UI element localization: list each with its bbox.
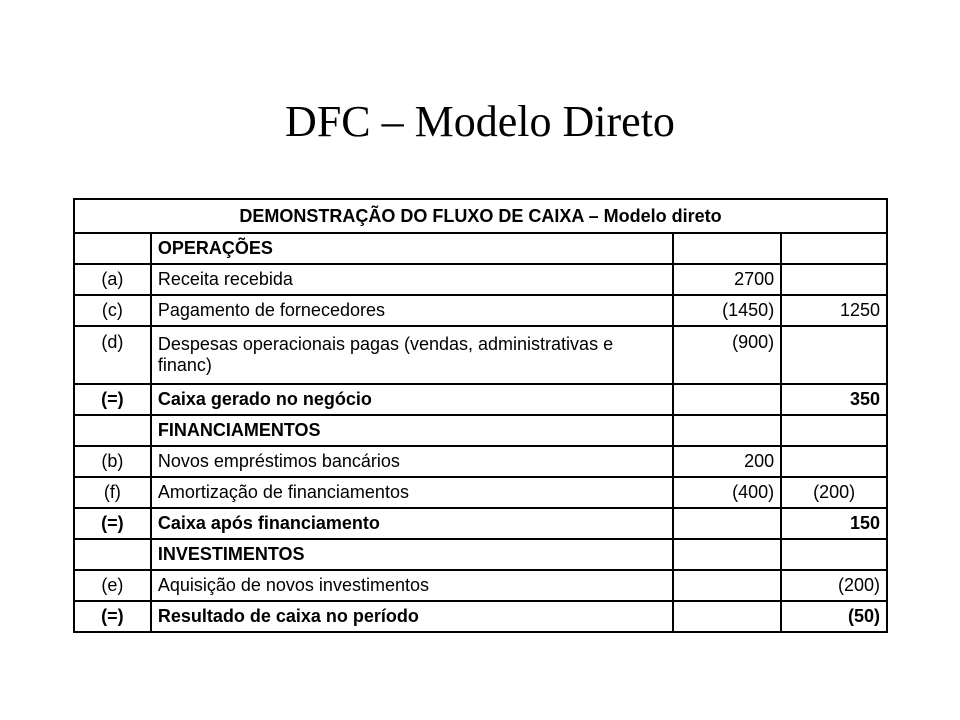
table-row-financiamentos [74, 415, 887, 446]
row-code [74, 233, 151, 264]
row-code: (d) [74, 326, 151, 384]
table-row [74, 264, 887, 295]
row-value-partial: (1450) [673, 295, 781, 326]
row-value-partial: 200 [673, 446, 781, 477]
row-description: Caixa gerado no negócio [151, 384, 674, 415]
table-row [74, 295, 887, 326]
table-row-subtotal [74, 508, 887, 539]
table-row [74, 326, 887, 384]
row-value-total: 1250 [781, 295, 887, 326]
row-value-total [781, 446, 887, 477]
row-description: Amortização de financiamentos [151, 477, 674, 508]
cash-flow-table [73, 198, 888, 633]
row-value-partial: 2700 [673, 264, 781, 295]
row-description: Pagamento de fornecedores [151, 295, 674, 326]
row-value-partial: (400) [673, 477, 781, 508]
row-value-partial [673, 570, 781, 601]
row-value-total [781, 415, 887, 446]
row-description: Resultado de caixa no período [151, 601, 674, 632]
row-value-partial [673, 508, 781, 539]
table-row-subtotal [74, 384, 887, 415]
row-value-total: 150 [781, 508, 887, 539]
section-label: INVESTIMENTOS [151, 539, 674, 570]
section-label: OPERAÇÕES [151, 233, 674, 264]
row-code: (=) [74, 384, 151, 415]
table-row [74, 446, 887, 477]
row-value-partial: (900) [673, 326, 781, 384]
row-code: (b) [74, 446, 151, 477]
row-code: (=) [74, 601, 151, 632]
row-code: (e) [74, 570, 151, 601]
row-value-total [781, 264, 887, 295]
section-label: FINANCIAMENTOS [151, 415, 674, 446]
table-row [74, 570, 887, 601]
row-code [74, 539, 151, 570]
row-value-partial [673, 233, 781, 264]
slide-title: DFC – Modelo Direto [285, 97, 675, 146]
row-value-partial [673, 415, 781, 446]
row-value-total [781, 326, 887, 384]
row-description: Receita recebida [151, 264, 674, 295]
table-header-row [74, 199, 887, 233]
row-value-total: (200) [781, 570, 887, 601]
row-code: (c) [74, 295, 151, 326]
table-row [74, 477, 887, 508]
table-row-result [74, 601, 887, 632]
row-description: Aquisição de novos investimentos [151, 570, 674, 601]
row-value-partial [673, 539, 781, 570]
table-row-operacoes [74, 233, 887, 264]
row-code: (f) [74, 477, 151, 508]
row-value-total: 350 [781, 384, 887, 415]
row-value-total [781, 539, 887, 570]
table-row-investimentos [74, 539, 887, 570]
row-value-total [781, 233, 887, 264]
row-value-partial [673, 384, 781, 415]
row-description: Novos empréstimos bancários [151, 446, 674, 477]
row-description: Caixa após financiamento [151, 508, 674, 539]
table-header: DEMONSTRAÇÃO DO FLUXO DE CAIXA – Modelo direto [74, 199, 887, 233]
row-code: (=) [74, 508, 151, 539]
row-code [74, 415, 151, 446]
row-description: Despesas operacionais pagas (vendas, administrativas e financ) [151, 326, 674, 384]
row-value-partial [673, 601, 781, 632]
row-value-total: (50) [781, 601, 887, 632]
row-value-total: (200) [781, 477, 887, 508]
row-code: (a) [74, 264, 151, 295]
